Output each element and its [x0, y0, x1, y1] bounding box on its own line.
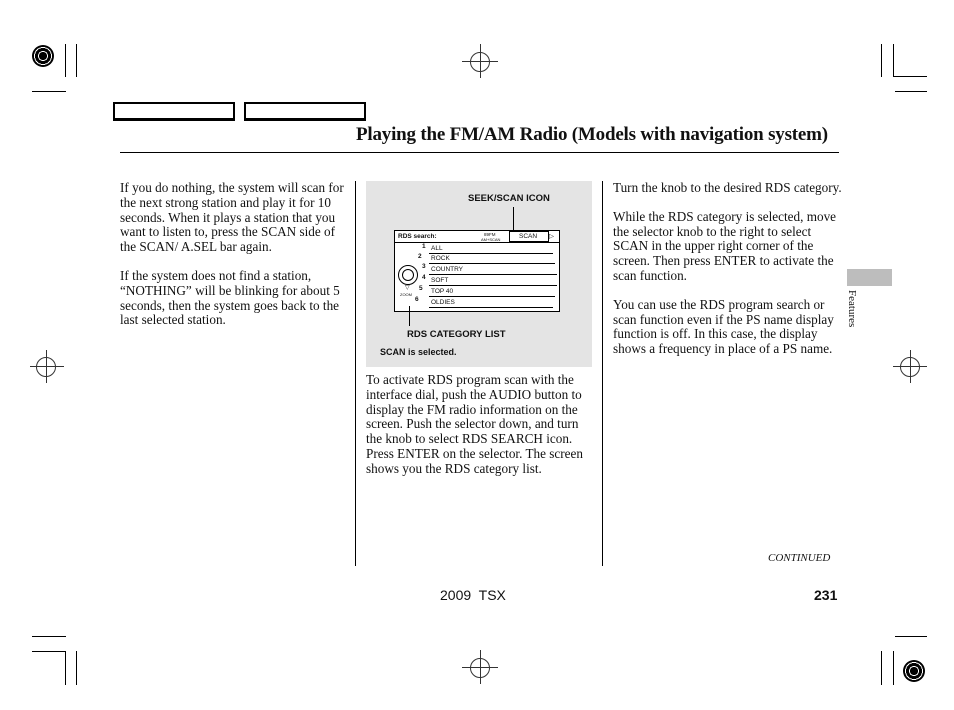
category-number: 2 — [418, 253, 422, 260]
arrow-right-icon: ▷ — [549, 233, 554, 240]
category-row[interactable] — [429, 265, 557, 275]
category-number: 3 — [422, 263, 426, 270]
section-tab — [847, 269, 892, 286]
scan-selected-label: SCAN is selected. — [380, 347, 457, 357]
knob-arrow-icon: ▽ — [405, 285, 410, 291]
scan-label: SCAN — [519, 233, 538, 240]
category-row[interactable] — [429, 287, 555, 297]
column-divider — [355, 181, 356, 566]
section-label: Features — [846, 290, 858, 328]
category-name: TOP 40 — [431, 288, 454, 295]
column-divider — [602, 181, 603, 566]
registration-target-icon — [32, 45, 54, 67]
category-name: OLDIES — [431, 299, 455, 306]
title-rule — [120, 152, 839, 153]
category-number: 4 — [422, 274, 426, 281]
category-row[interactable] — [429, 298, 553, 308]
registration-target-icon — [903, 660, 925, 682]
header-tab-box — [113, 102, 235, 121]
crop-mark — [32, 636, 66, 637]
frequency-top: 89FM — [484, 232, 496, 237]
nav-screen — [394, 230, 560, 312]
paragraph: To activate RDS program scan with the interface dial, push the AUDIO button to display the FM radio information on the screen. Push the selector down, and turn the knob to select RDS SEARCH icon. Press ENTER on the selector. The screen shows you the RDS category list. — [366, 372, 583, 476]
paragraph: If the system does not find a station, “NOTHING” will be blinking for about 5 seconds, then the system goes back to the last selected station. — [120, 267, 340, 328]
crop-mark — [76, 44, 77, 77]
header-tab-box — [244, 102, 366, 121]
paragraph: If you do nothing, the system will scan for the next strong station and play it for 10 seconds. When it plays a station that you want to listen to, press the SCAN side of the SCAN/ A.SEL bar again. — [120, 180, 344, 255]
page-title: Playing the FM/AM Radio (Models with navigation system) — [356, 124, 828, 145]
category-row[interactable] — [429, 254, 555, 264]
crop-mark — [65, 651, 66, 685]
rds-search-label: RDS search: — [398, 233, 437, 240]
page-number: 231 — [814, 587, 838, 603]
crop-mark — [893, 651, 894, 685]
frequency-bottom: AM+SCAN — [481, 237, 501, 242]
category-name: ALL — [431, 245, 443, 252]
crop-mark — [893, 76, 927, 77]
knob-icon[interactable] — [398, 265, 418, 285]
category-number: 6 — [415, 296, 419, 303]
scan-icon[interactable] — [509, 231, 549, 242]
middle-column — [366, 373, 596, 491]
left-column — [120, 181, 350, 342]
right-column — [613, 181, 843, 371]
crop-mark — [32, 651, 66, 652]
crop-mark — [32, 91, 66, 92]
category-name: SOFT — [431, 277, 449, 284]
leader-line — [409, 306, 410, 326]
crop-mark — [893, 44, 894, 77]
category-number: 1 — [422, 243, 426, 250]
crop-mark — [76, 651, 77, 685]
continued-note: CONTINUED — [768, 552, 831, 564]
seek-scan-label: SEEK/SCAN ICON — [468, 193, 550, 204]
paragraph: While the RDS category is selected, move the selector knob to the right to select SCAN in the upper right corner of the screen. Then press ENTER to activate the scan function. — [613, 208, 837, 283]
paragraph: You can use the RDS program search or scan function even if the PS name display function is off. In this case, the display shows a frequency in place of a PS name. — [613, 296, 834, 357]
rds-category-label: RDS CATEGORY LIST — [407, 329, 506, 340]
category-name: COUNTRY — [431, 266, 464, 273]
paragraph: Turn the knob to the desired RDS category. — [613, 180, 842, 195]
crop-mark — [881, 651, 882, 685]
zoom-label: ZOOM — [400, 292, 412, 297]
crop-mark — [895, 91, 927, 92]
category-number: 5 — [419, 285, 423, 292]
category-row[interactable] — [429, 276, 557, 286]
crop-mark — [65, 44, 66, 77]
header-rule — [395, 242, 559, 243]
crop-mark — [881, 44, 882, 77]
crop-mark — [895, 636, 927, 637]
rds-screen-figure — [366, 181, 592, 367]
leader-line — [513, 207, 514, 231]
category-row[interactable] — [429, 244, 553, 254]
model-year: 2009 TSX — [440, 587, 506, 603]
category-name: ROCK — [431, 255, 450, 262]
